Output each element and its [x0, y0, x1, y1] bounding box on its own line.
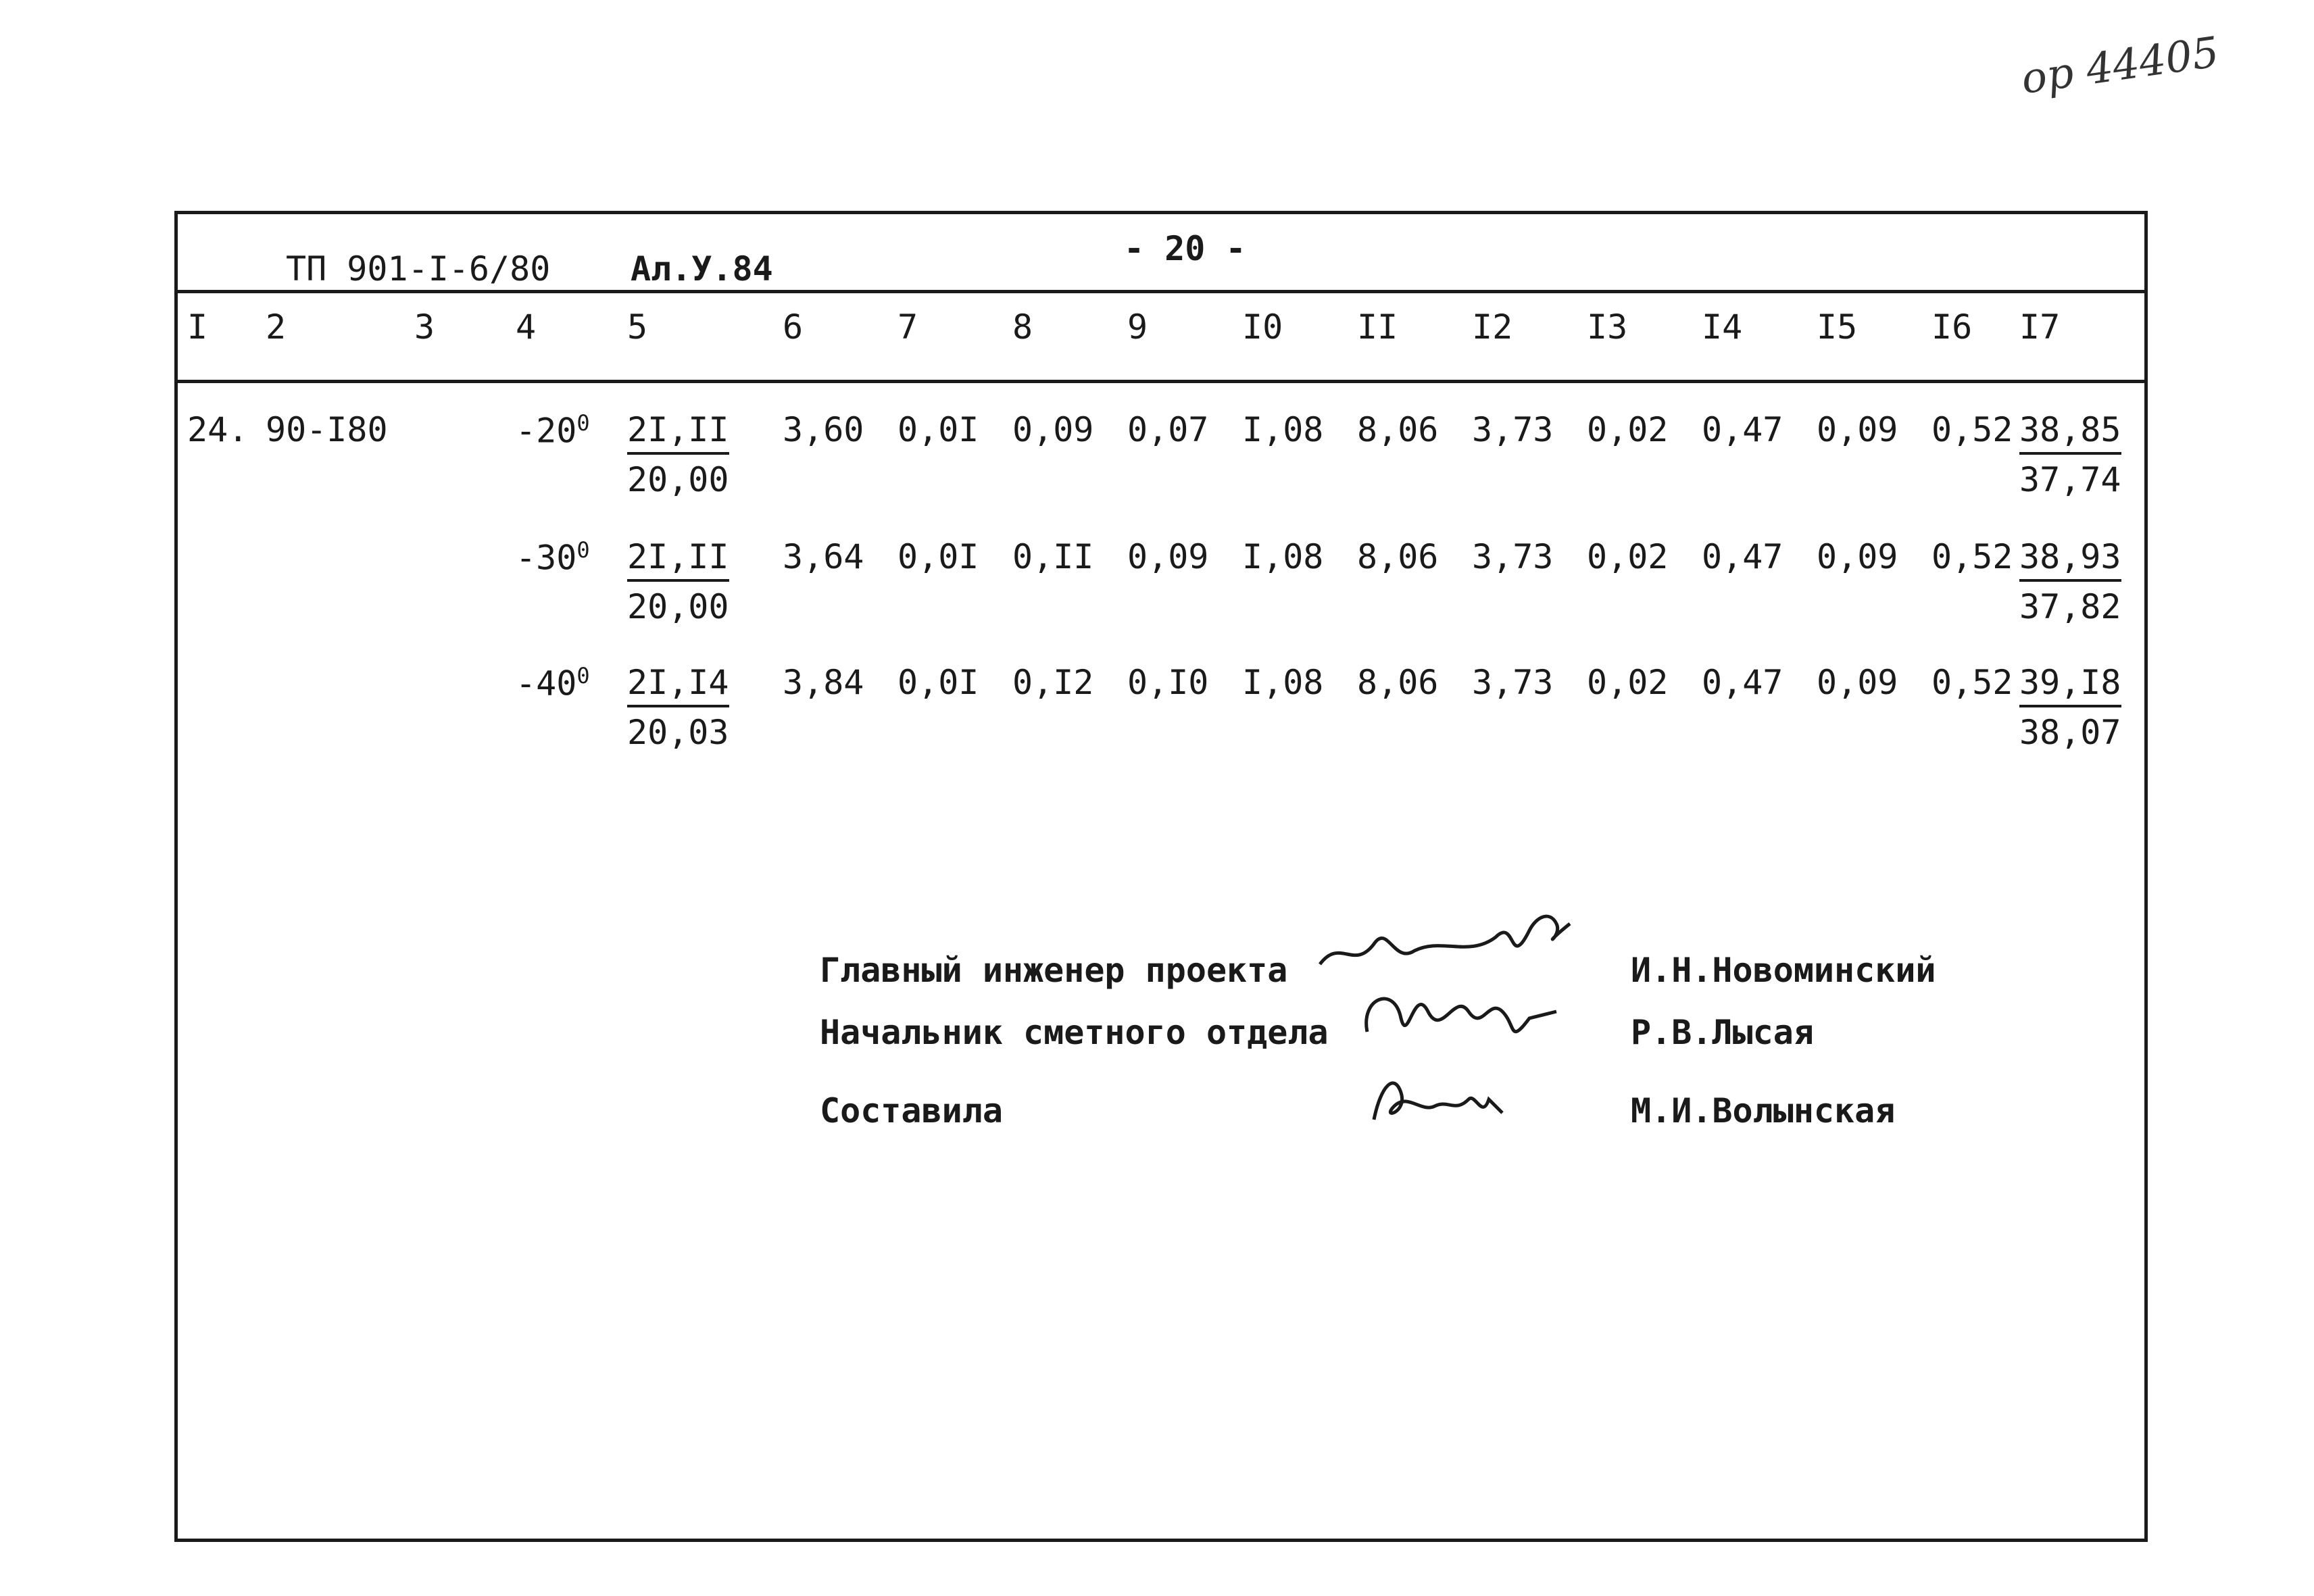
table-cell: 0,II	[1012, 537, 1094, 576]
fraction-numerator: 38,85	[2019, 410, 2121, 455]
fraction-denominator: 38,07	[2019, 713, 2121, 752]
table-cell: 0,09	[1817, 663, 1898, 702]
album-code: Ал.У.84	[631, 249, 773, 289]
fraction-numerator: 39,I8	[2019, 663, 2121, 707]
table-cell: 8,06	[1357, 663, 1439, 702]
column-number: I4	[1702, 307, 1743, 347]
column-number: 6	[783, 307, 804, 347]
temperature-cell	[516, 410, 590, 451]
table-cell: 0,47	[1702, 663, 1783, 702]
table-cell: I,08	[1242, 410, 1324, 449]
temperature-value: -20	[516, 411, 577, 451]
fraction-cell-col5	[627, 537, 729, 626]
table-cell: 0,02	[1587, 410, 1669, 449]
table-cell: 0,09	[1817, 537, 1898, 576]
table-cell: 0,02	[1587, 663, 1669, 702]
table-cell: 0,09	[1012, 410, 1094, 449]
table-cell: 0,47	[1702, 537, 1783, 576]
column-number: I2	[1472, 307, 1513, 347]
table-cell: 0,I2	[1012, 663, 1094, 702]
column-number: I6	[1931, 307, 1973, 347]
sig-name: И.Н.Новоминский	[1631, 951, 1936, 990]
row-number: 24.	[187, 410, 249, 449]
sig-role: Главный инженер проекта	[820, 951, 1288, 990]
fraction-denominator: 20,03	[627, 713, 729, 752]
sig-role: Начальник сметного отдела	[820, 1013, 1329, 1052]
column-number: 9	[1127, 307, 1148, 347]
header-divider	[178, 290, 2144, 293]
table-cell: 0,52	[1931, 410, 2013, 449]
column-number: I0	[1242, 307, 1283, 347]
table-cell: 0,52	[1931, 537, 2013, 576]
column-divider	[178, 380, 2144, 383]
temperature-value: -30	[516, 538, 577, 578]
table-cell: 3,73	[1472, 663, 1554, 702]
table-cell: I,08	[1242, 663, 1324, 702]
table-cell: 0,09	[1817, 410, 1898, 449]
degree-mark: 0	[576, 410, 590, 436]
table-cell: 3,64	[783, 537, 864, 576]
column-number: 8	[1012, 307, 1033, 347]
fraction-cell-col5	[627, 410, 729, 499]
table-cell: 0,02	[1587, 537, 1669, 576]
table-cell: 3,73	[1472, 410, 1554, 449]
column-number: I5	[1817, 307, 1858, 347]
column-number: 5	[627, 307, 648, 347]
table-cell: 3,60	[783, 410, 864, 449]
sig-name: М.И.Волынская	[1631, 1091, 1896, 1130]
column-number: 3	[414, 307, 435, 347]
doc-code: ТП 901-I-6/80	[286, 249, 551, 289]
table-cell: 0,0I	[897, 410, 979, 449]
degree-mark: 0	[576, 537, 590, 563]
table-cell: 0,52	[1931, 663, 2013, 702]
fraction-denominator: 37,74	[2019, 460, 2121, 499]
table-cell: I,08	[1242, 537, 1324, 576]
fraction-numerator: 2I,I4	[627, 663, 729, 707]
archive-number-mark: ор 44405	[2018, 26, 2222, 104]
fraction-cell-col17	[2019, 537, 2121, 626]
table-cell: 0,0I	[897, 663, 979, 702]
fraction-denominator: 20,00	[627, 460, 729, 499]
handwritten-signature-2	[1354, 971, 1583, 1052]
sig-name: Р.В.Лысая	[1631, 1013, 1814, 1052]
table-cell: 8,06	[1357, 537, 1439, 576]
column-number: 2	[266, 307, 287, 347]
fraction-cell-col17	[2019, 663, 2121, 752]
column-number: I	[187, 307, 208, 347]
column-number: I3	[1587, 307, 1628, 347]
fraction-denominator: 37,82	[2019, 587, 2121, 626]
degree-mark: 0	[576, 663, 590, 689]
temperature-value: -40	[516, 664, 577, 703]
table-cell: 3,73	[1472, 537, 1554, 576]
sig-role: Составила	[820, 1091, 1003, 1130]
fraction-cell-col5	[627, 663, 729, 752]
fraction-numerator: 2I,II	[627, 410, 729, 455]
row-code: 90-I80	[266, 410, 388, 449]
table-cell: 0,09	[1127, 537, 1209, 576]
fraction-cell-col17	[2019, 410, 2121, 499]
table-cell: 0,I0	[1127, 663, 1209, 702]
fraction-numerator: 38,93	[2019, 537, 2121, 582]
temperature-cell	[516, 663, 590, 703]
handwritten-signature-3	[1360, 1059, 1523, 1133]
column-number: 7	[897, 307, 918, 347]
column-number: 4	[516, 307, 537, 347]
page-number: - 20 -	[1124, 229, 1246, 268]
table-cell: 3,84	[783, 663, 864, 702]
table-cell: 0,0I	[897, 537, 979, 576]
document-frame	[174, 211, 2148, 1542]
table-cell: 0,07	[1127, 410, 1209, 449]
table-cell: 0,47	[1702, 410, 1783, 449]
fraction-denominator: 20,00	[627, 587, 729, 626]
column-number: II	[1357, 307, 1398, 347]
column-number: I7	[2019, 307, 2061, 347]
fraction-numerator: 2I,II	[627, 537, 729, 582]
temperature-cell	[516, 537, 590, 578]
table-cell: 8,06	[1357, 410, 1439, 449]
